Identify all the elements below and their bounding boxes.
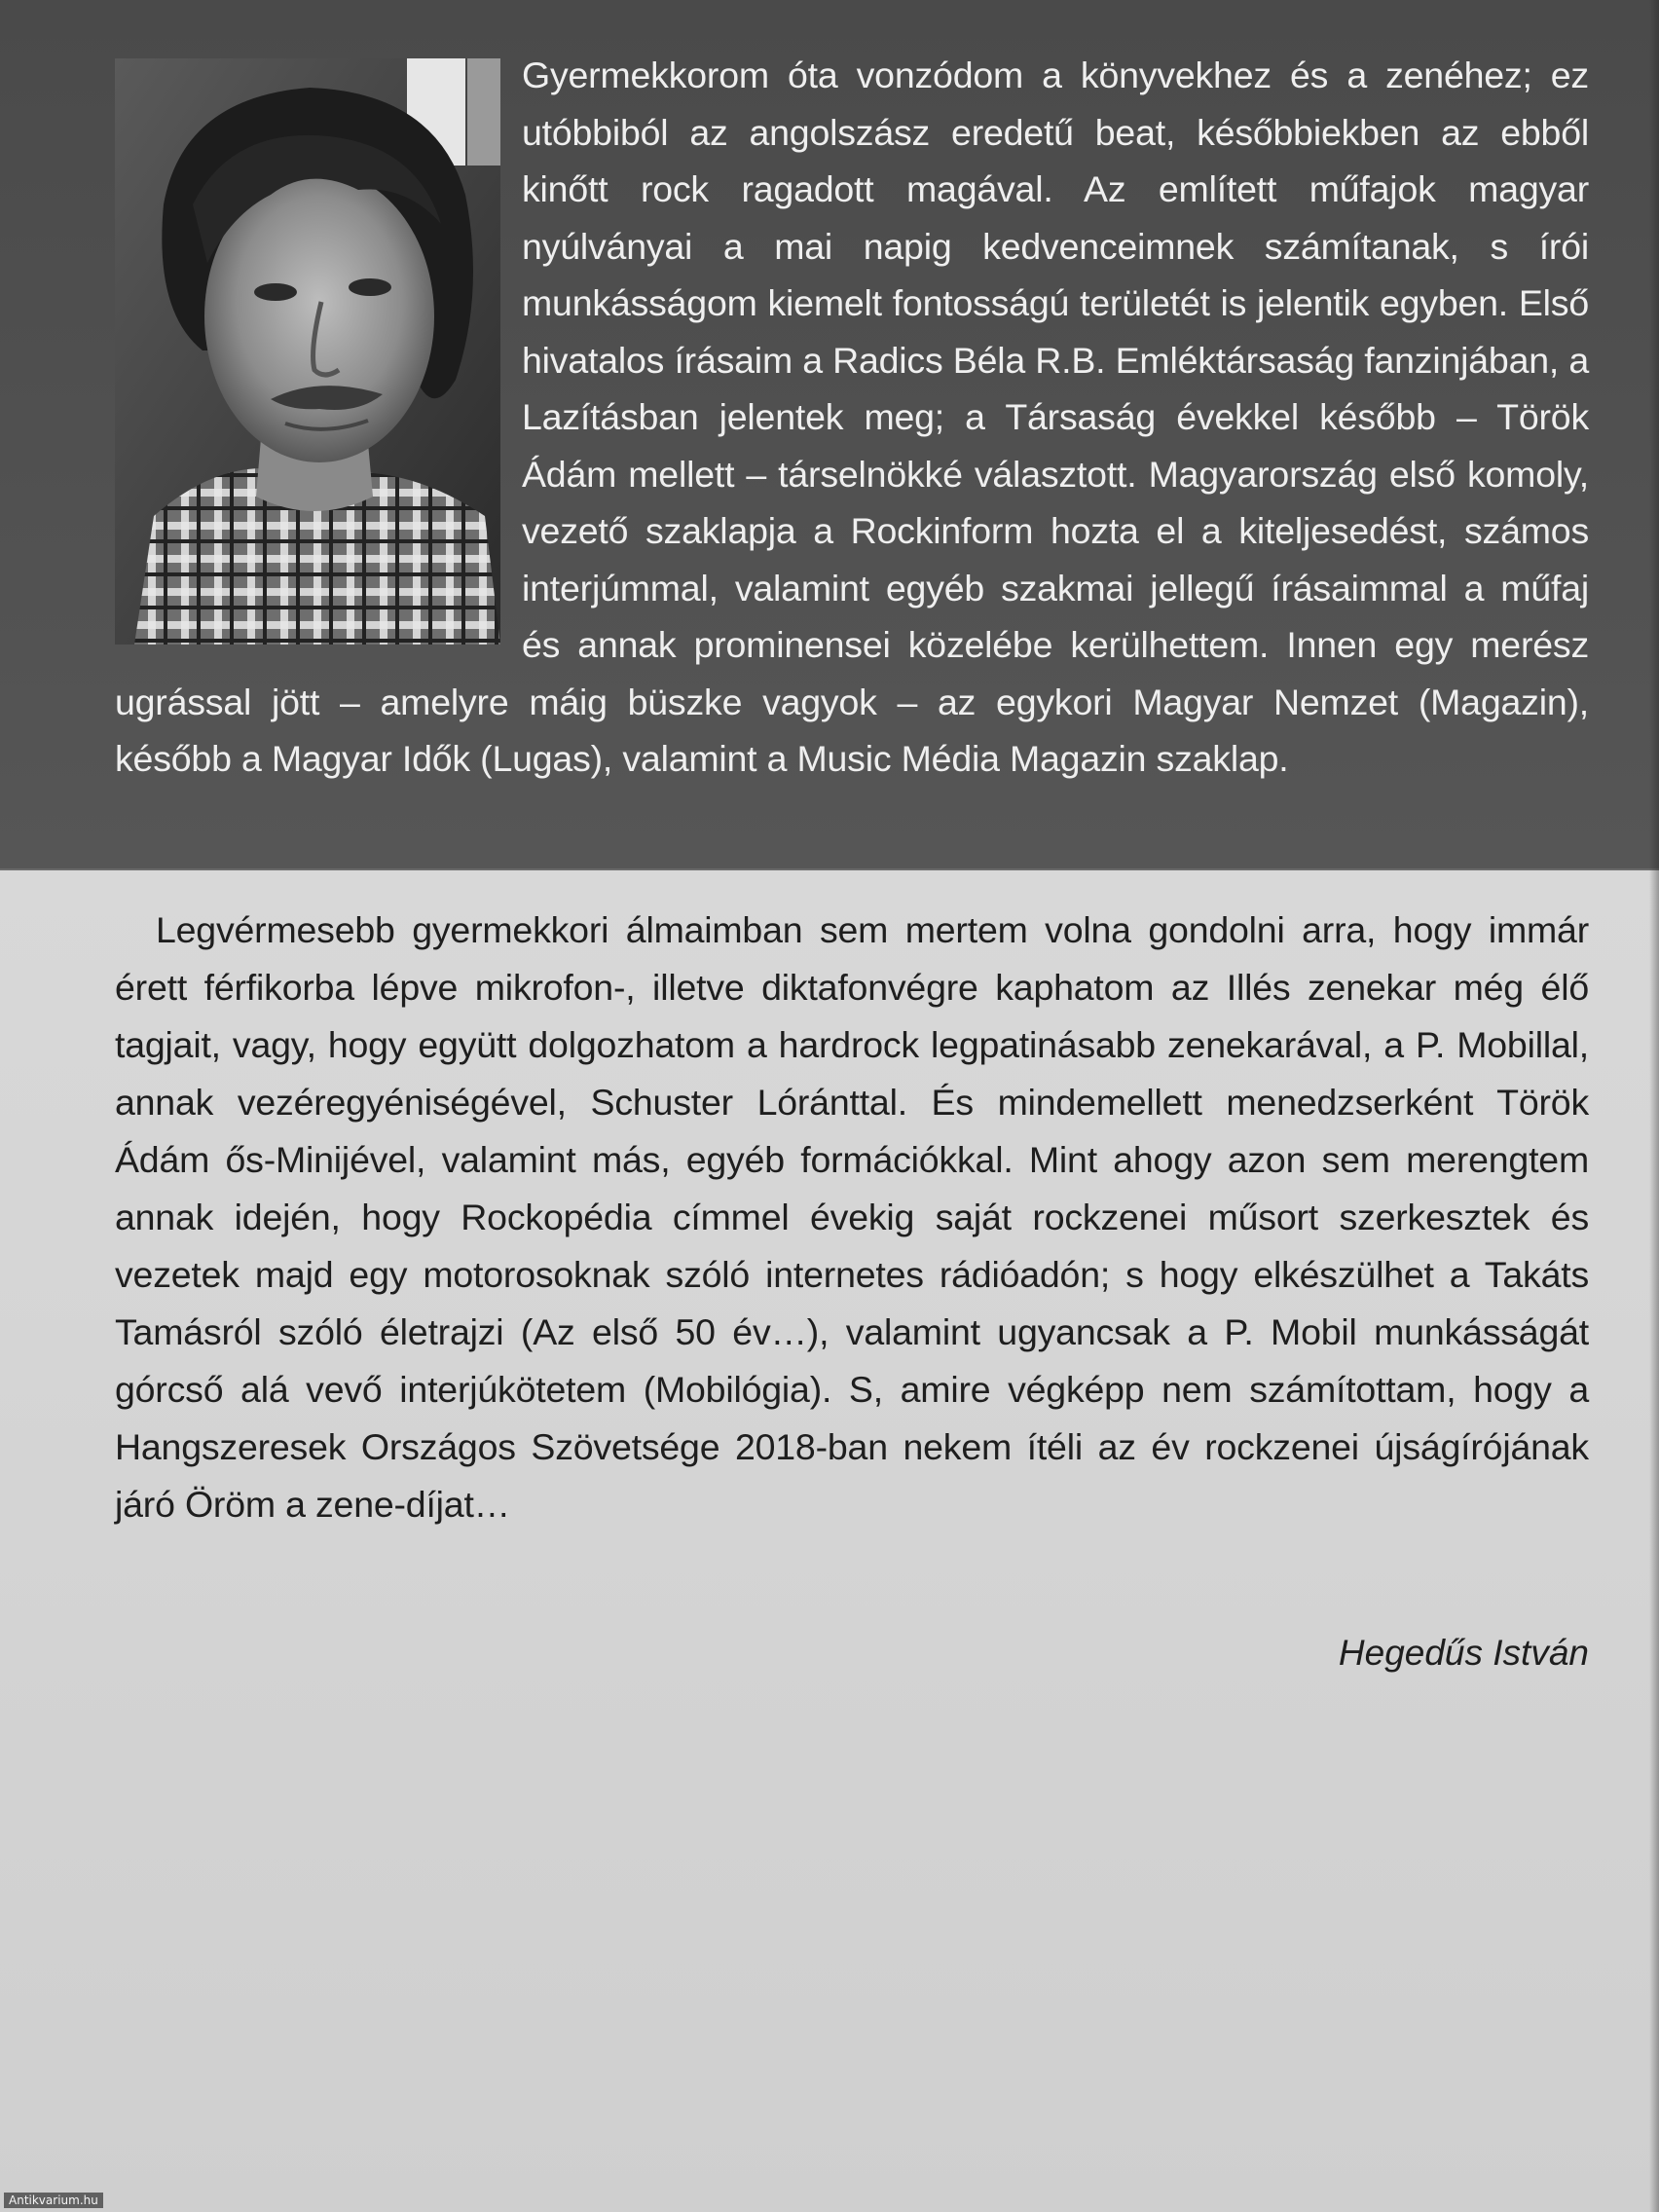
author-signature: Hegedűs István [1338, 1633, 1589, 1673]
page-edge-shadow [1649, 0, 1659, 2212]
watermark: Antikvarium.hu [4, 2193, 103, 2208]
author-bio-body: Legvérmesebb gyermekkori álmaimban sem mertem volna gondolni arra, hogy immár érett férfikorba lépve mikrofon-, illetve diktafonvégre kaphatom az Illés zenekar még élő tagjait, vagy, hogy együtt dolgozhatom a hardrock legpatinásabb zenekarával, a P. Mobillal, annak vezéregyéniségével, Schuster Lóránttal. És mindemellett menedzserként Török Ádám ős-Minijével, valamint más, egyéb formációkkal. Mint ahogy azon sem merengtem annak idején, hogy Rockopédia címmel évekig saját rockzenei műsort szerkesztek és vezetek majd egy motorosoknak szóló internetes rádióadón; s hogy elkészülhet a Takáts Tamásról szóló életrajzi (Az első 50 év…), valamint ugyancsak a P. Mobil munkásságát górcső alá vevő interjúkötetem (Mobilógia). S, amire végképp nem számítottam, hogy a Hangszeresek Országos Szövetsége 2018-ban nekem ítéli az év rockzenei újságírójának járó Öröm a zene-díjat… [115, 909, 1589, 1525]
author-bio-intro: Gyermekkorom óta vonzódom a könyvekhez és a zenéhez; ez utóbbiból az angolszász eredetű beat, későbbiekben az ebből kinőtt rock ragadott magával. Az említett műfajok magyar nyúlványai a mai napig kedvenceimnek számítanak, s írói munkásságom kiemelt fontosságú területét is jelentik egyben. Első hivatalos írásaim a Radics Béla R.B. Emléktársaság fanzinjában, a Lazításban jelentek meg; a Társaság évekkel később – Török Ádám mellett – társelnökké választott. Magyarország első komoly, vezető szaklapja a Rockinform hozta el a kiteljesedést, számos interjúmmal, valamint egyéb szakmai jellegű írásaimmal a műfaj és annak prominensei közelébe kerülhettem. Innen egy merész ugrással jött – amelyre máig büszke vagyok – az egykori Magyar Nemzet (Magazin), később a Magyar Idők (Lugas), valamint a Music Média Magazin szaklap. [115, 55, 1589, 779]
